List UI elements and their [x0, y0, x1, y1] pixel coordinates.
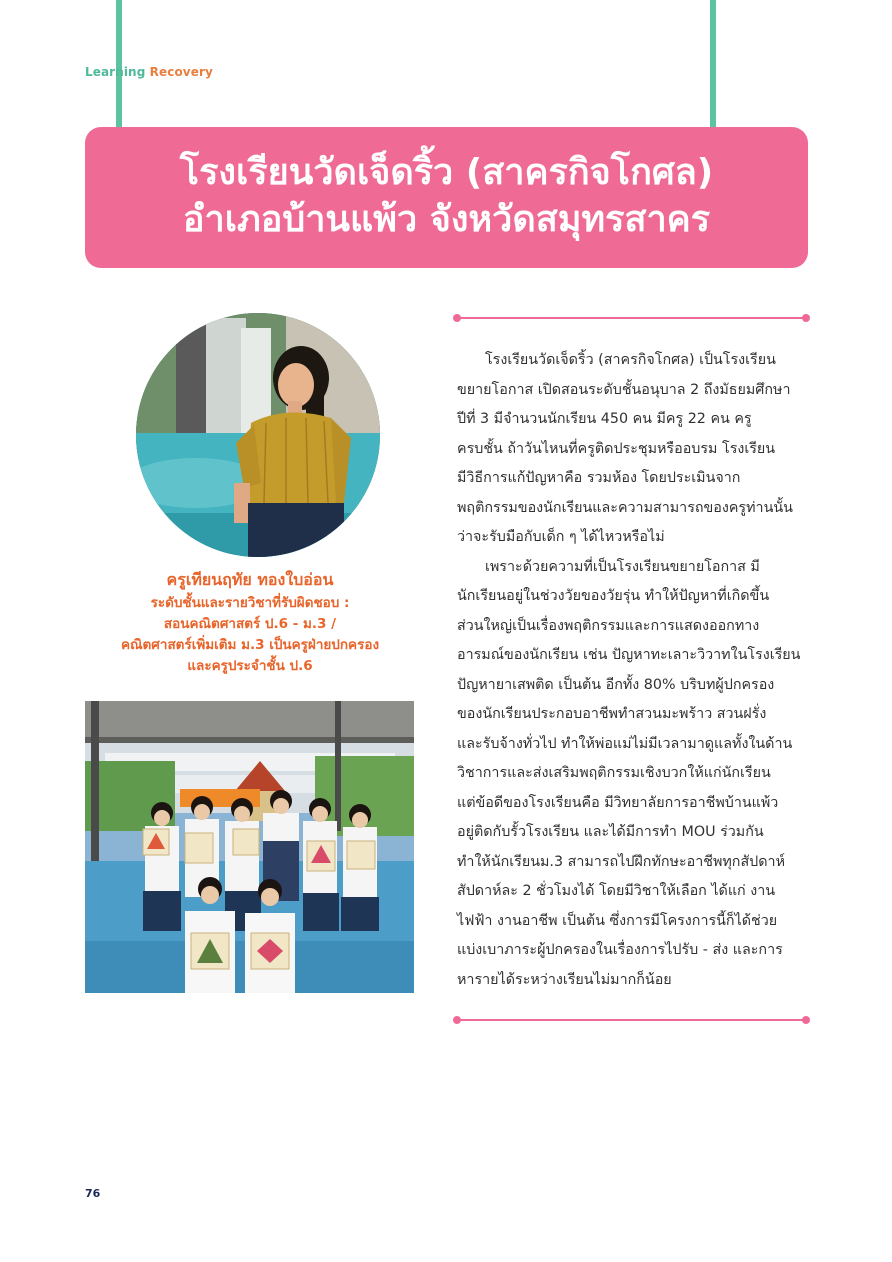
teacher-role-line-1: ระดับชั้นและรายวิชาที่รับผิดชอบ : [150, 595, 350, 611]
section-label-part2: Recovery [149, 65, 213, 79]
title-line-1: โรงเรียนวัดเจ็ดริ้ว (สาครกิจโกศล) [179, 152, 714, 193]
paragraph2-line: ไฟฟ้า งานอาชีพ เป็นต้น ซึ่งการมีโครงการนี้ก็ได้ช่วย [457, 912, 778, 929]
title-line-2: อำเภอบ้านแพ้ว จังหวัดสมุทรสาคร [182, 199, 711, 240]
article-paragraph-1 [457, 346, 812, 995]
teacher-portrait-photo [136, 313, 380, 557]
section-label-part1: Learning [85, 65, 146, 79]
paragraph2-line: อยู่ติดกับรั้วโรงเรียน และได้มีการทำ MOU ร่วมกัน [457, 824, 764, 840]
paragraph1-line: มีวิธีการแก้ปัญหาคือ รวมห้อง โดยประเมินจาก [457, 470, 741, 486]
divider-bottom [457, 1019, 806, 1021]
paragraph2-line: อารมณ์ของนักเรียน เช่น ปัญหาทะเลาะวิวาทในโรงเรียน [457, 647, 801, 663]
teacher-role-line-2: สอนคณิตศาสตร์ ป.6 - ม.3 / [163, 616, 337, 632]
teacher-name: ครูเทียนฤทัย ทองใบอ่อน [166, 570, 334, 589]
group-photo-illustration [85, 701, 414, 993]
paragraph2-line: แบ่งเบาภาระผู้ปกครองในเรื่องการไปรับ - ส่ง และการ [457, 942, 783, 958]
title-banner [85, 127, 808, 268]
paragraph1-line: ครบชั้น ถ้าวันไหนที่ครูติดประชุมหรืออบรม โรงเรียน [457, 440, 776, 457]
paragraph2-line: เพราะด้วยความที่เป็นโรงเรียนขยายโอกาส มี [485, 558, 760, 575]
section-label [85, 65, 213, 79]
paragraph2-line: วิชาการและส่งเสริมพฤติกรรมเชิงบวกให้แก่นักเรียน [457, 765, 771, 781]
paragraph1-line: โรงเรียนวัดเจ็ดริ้ว (สาครกิจโกศล) เป็นโรงเรียน [485, 352, 776, 368]
paragraph2-line: แต่ข้อดีของโรงเรียนคือ มีวิทยาลัยการอาชีพบ้านแพ้ว [457, 794, 779, 811]
paragraph2-line: นักเรียนอยู่ในช่วงวัยของวัยรุ่น ทำให้ปัญหาที่เกิดขึ้น [457, 588, 770, 604]
paragraph2-line: ทำให้นักเรียนม.3 สามารถไปฝึกทักษะอาชีพทุกสัปดาห์ [457, 853, 785, 870]
paragraph2-line: ปัญหายาเสพติด เป็นต้น อีกทั้ง 80% บริบทผู้ปกครอง [457, 676, 775, 693]
paragraph2-line: ของนักเรียนประกอบอาชีพทำสวนมะพร้าว สวนฝรั่ง [457, 706, 767, 722]
page-number: 76 [85, 1187, 101, 1200]
paragraph2-line: ส่วนใหญ่เป็นเรื่องพฤติกรรมและการแสดงออกทาง [457, 617, 760, 634]
students-group-photo [85, 701, 414, 993]
paragraph1-line: ปีที่ 3 มีจำนวนนักเรียน 450 คน มีครู 22 คน ครู [457, 411, 752, 427]
portrait-illustration [136, 313, 380, 557]
teacher-role-line-3: คณิตศาสตร์เพิ่มเติม ม.3 เป็นครูฝ่ายปกครอง [120, 637, 380, 653]
decorative-bar-right [710, 0, 716, 128]
paragraph1-line: ขยายโอกาส เปิดสอนระดับชั้นอนุบาล 2 ถึงมัธยมศึกษา [457, 381, 791, 398]
paragraph2-line: สัปดาห์ละ 2 ชั่วโมงได้ โดยมีวิชาให้เลือก ได้แก่ งาน [457, 883, 776, 899]
divider-top [457, 317, 806, 319]
paragraph2-line: และรับจ้างทั่วไป ทำให้พ่อแม่ไม่มีเวลามาดูแลทั้งในด้าน [457, 735, 793, 752]
paragraph1-line: ว่าจะรับมือกับเด็ก ๆ ได้ไหวหรือไม่ [457, 529, 665, 545]
paragraph1-line: พฤติกรรมของนักเรียนและความสามารถของครูท่านนั้น [457, 499, 793, 516]
teacher-role-line-4: และครูประจำชั้น ป.6 [187, 658, 313, 674]
decorative-bar-left [116, 0, 122, 128]
paragraph2-line: หารายได้ระหว่างเรียนไม่มากก็น้อย [457, 971, 672, 988]
